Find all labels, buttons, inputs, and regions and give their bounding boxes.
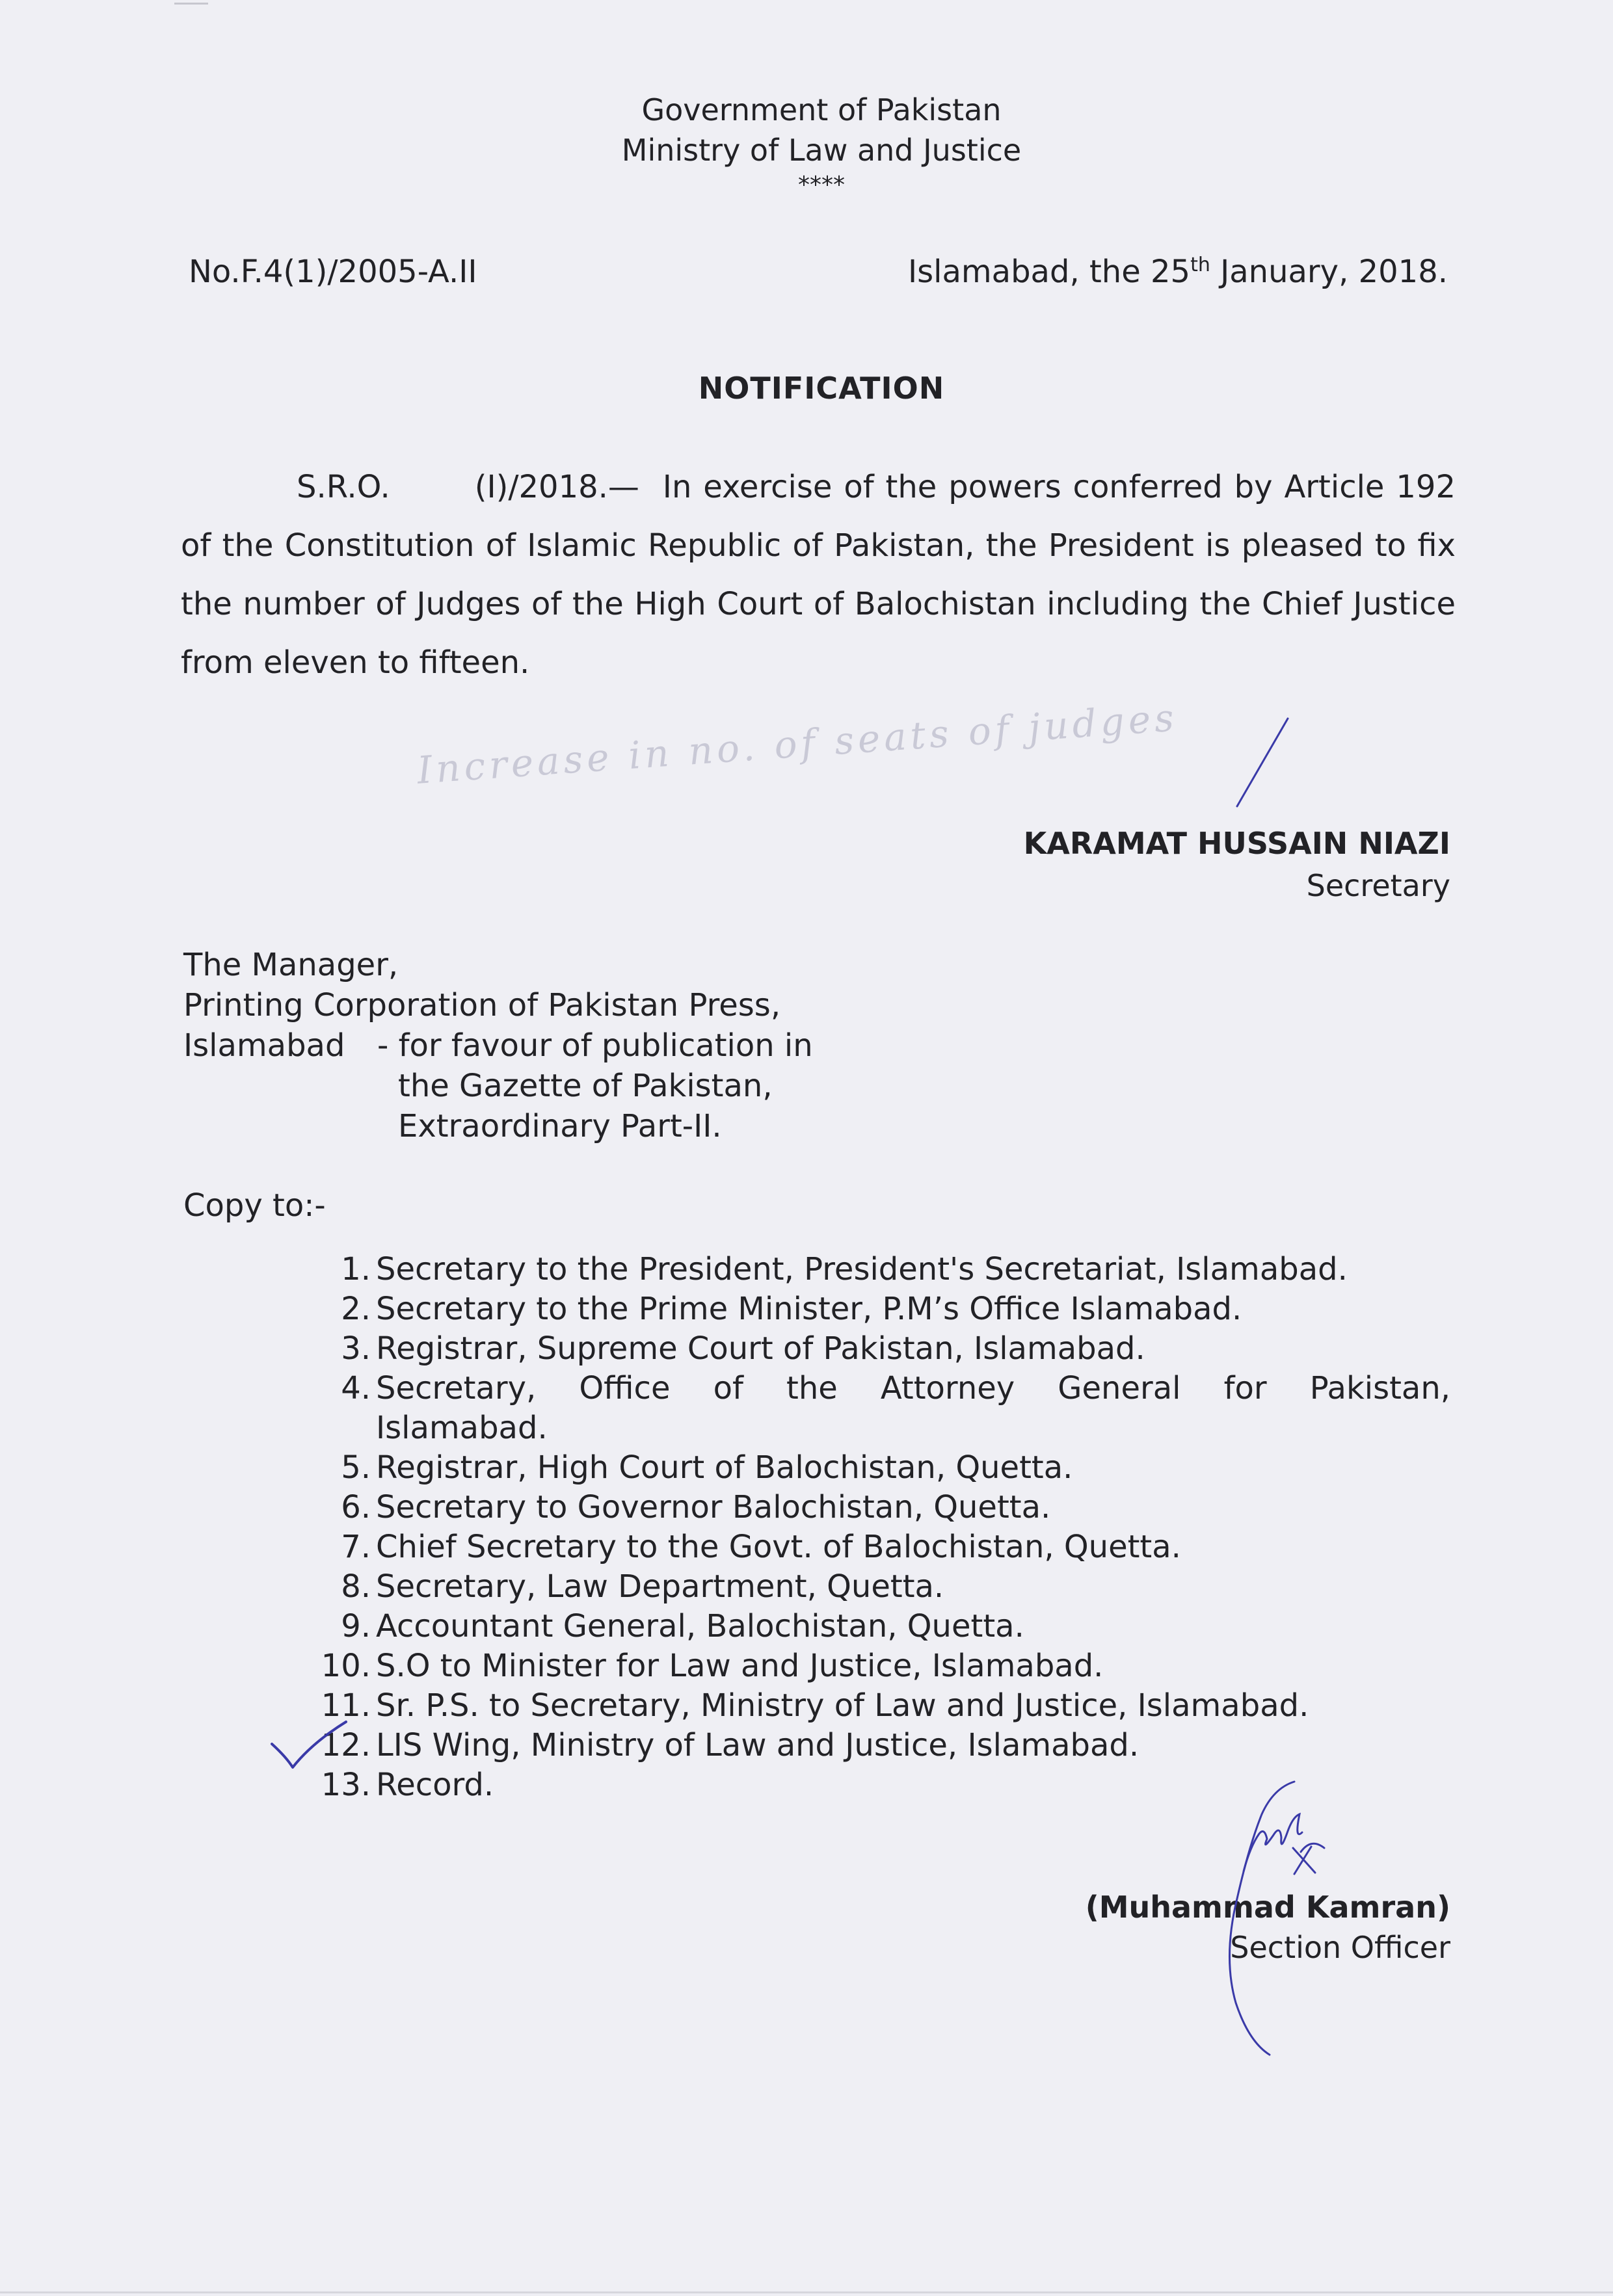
- pen-stroke-mark: [1223, 715, 1301, 813]
- list-item-text: LIS Wing, Ministry of Law and Justice, Islamabad.: [376, 1727, 1140, 1763]
- addressee-line-2: Printing Corporation of Pakistan Press,: [183, 987, 781, 1023]
- list-item: [325, 1567, 1450, 1607]
- list-item-text: Secretary, Law Department, Quetta.: [376, 1568, 944, 1605]
- list-item: [321, 1686, 1450, 1726]
- copy-to-label: Copy to:-: [183, 1187, 326, 1224]
- signatory-title: Secretary: [1306, 868, 1450, 903]
- list-item-number: 9.: [341, 1608, 371, 1644]
- list-item-text: Registrar, High Court of Balochistan, Quetta.: [376, 1449, 1073, 1486]
- list-item-number: 7.: [341, 1529, 371, 1565]
- list-item-text: Secretary, Office of the Attorney General for Pakistan,: [376, 1370, 1450, 1406]
- list-item: [321, 1646, 1450, 1686]
- signatory-name: KARAMAT HUSSAIN NIAZI: [1023, 826, 1450, 861]
- list-item-text: Accountant General, Balochistan, Quetta.: [376, 1608, 1024, 1644]
- addressee-line-4: the Gazette of Pakistan,: [398, 1068, 773, 1104]
- list-item-text: Chief Secretary to the Govt. of Balochistan, Quetta.: [376, 1529, 1181, 1565]
- list-item: [325, 1448, 1450, 1488]
- addressee-line-1: The Manager,: [183, 947, 399, 983]
- list-item-text-continued: Islamabad.: [376, 1410, 548, 1446]
- list-item: [325, 1250, 1450, 1289]
- header-stars: ****: [798, 172, 845, 198]
- checkmark-icon: [267, 1717, 351, 1775]
- handwritten-note: Increase in no. of seats of judges: [416, 695, 1179, 793]
- list-item-number: 2.: [341, 1291, 371, 1327]
- list-item-number: 13.: [321, 1767, 371, 1803]
- date-suffix: January, 2018.: [1210, 254, 1448, 290]
- header-line-1: Government of Pakistan: [641, 92, 1002, 127]
- list-item-number: 4.: [341, 1370, 371, 1406]
- list-item-text: S.O to Minister for Law and Justice, Islamabad.: [376, 1648, 1104, 1684]
- section-officer-name: (Muhammad Kamran): [1085, 1890, 1450, 1925]
- list-item: [325, 1369, 1450, 1448]
- list-item-number: 11.: [321, 1687, 371, 1724]
- reference-number: No.F.4(1)/2005-A.II: [189, 254, 477, 290]
- addressee-line-3-note: - for favour of publication in: [377, 1027, 813, 1064]
- addressee-line-5: Extraordinary Part-II.: [398, 1108, 722, 1144]
- list-item-number: 6.: [341, 1489, 371, 1525]
- list-item-number: 10.: [321, 1648, 371, 1684]
- issue-date: [908, 254, 1448, 290]
- notification-title: NOTIFICATION: [698, 371, 945, 406]
- list-item: [325, 1527, 1450, 1567]
- list-item: [321, 1726, 1450, 1765]
- list-item: [325, 1329, 1450, 1369]
- date-prefix: Islamabad, the 25: [908, 254, 1191, 290]
- sro-number: (I)/2018.—: [474, 469, 639, 505]
- list-item-text: Secretary to the Prime Minister, P.M’s Office Islamabad.: [376, 1291, 1242, 1327]
- signature-icon: [1197, 1775, 1340, 2068]
- notification-body: [181, 458, 1456, 692]
- scan-edge-mark: [0, 2291, 1613, 2293]
- list-item-number: 12.: [321, 1727, 371, 1763]
- list-item-text: Registrar, Supreme Court of Pakistan, Islamabad.: [376, 1330, 1145, 1367]
- header-line-2: Ministry of Law and Justice: [621, 133, 1022, 168]
- section-officer-title: Section Officer: [1230, 1930, 1450, 1965]
- list-item-number: 1.: [341, 1251, 371, 1287]
- copy-list: [321, 1250, 1450, 1805]
- list-item-text: Sr. P.S. to Secretary, Ministry of Law and Justice, Islamabad.: [376, 1687, 1309, 1724]
- list-item-number: 8.: [341, 1568, 371, 1605]
- list-item-text: Secretary to the President, President's Secretariat, Islamabad.: [376, 1251, 1348, 1287]
- list-item-number: 5.: [341, 1449, 371, 1486]
- body-text: In exercise of the powers conferred by Article 192 of the Constitution of Islamic Republic of Pakistan, the President is pleased to fix the number of Judges of the High Court of Balochistan including the Chief Justice from eleven to fifteen.: [181, 469, 1456, 681]
- list-item: [325, 1488, 1450, 1527]
- list-item: [325, 1289, 1450, 1329]
- list-item-number: 3.: [341, 1330, 371, 1367]
- list-item-text: Secretary to Governor Balochistan, Quetta.: [376, 1489, 1051, 1525]
- scan-edge-mark: [174, 3, 208, 5]
- list-item-text: Record.: [376, 1767, 494, 1803]
- addressee-line-3-city: Islamabad: [183, 1027, 345, 1064]
- date-suffix-sup: th: [1190, 254, 1210, 276]
- list-item: [325, 1607, 1450, 1646]
- sro-label: S.R.O.: [297, 469, 390, 505]
